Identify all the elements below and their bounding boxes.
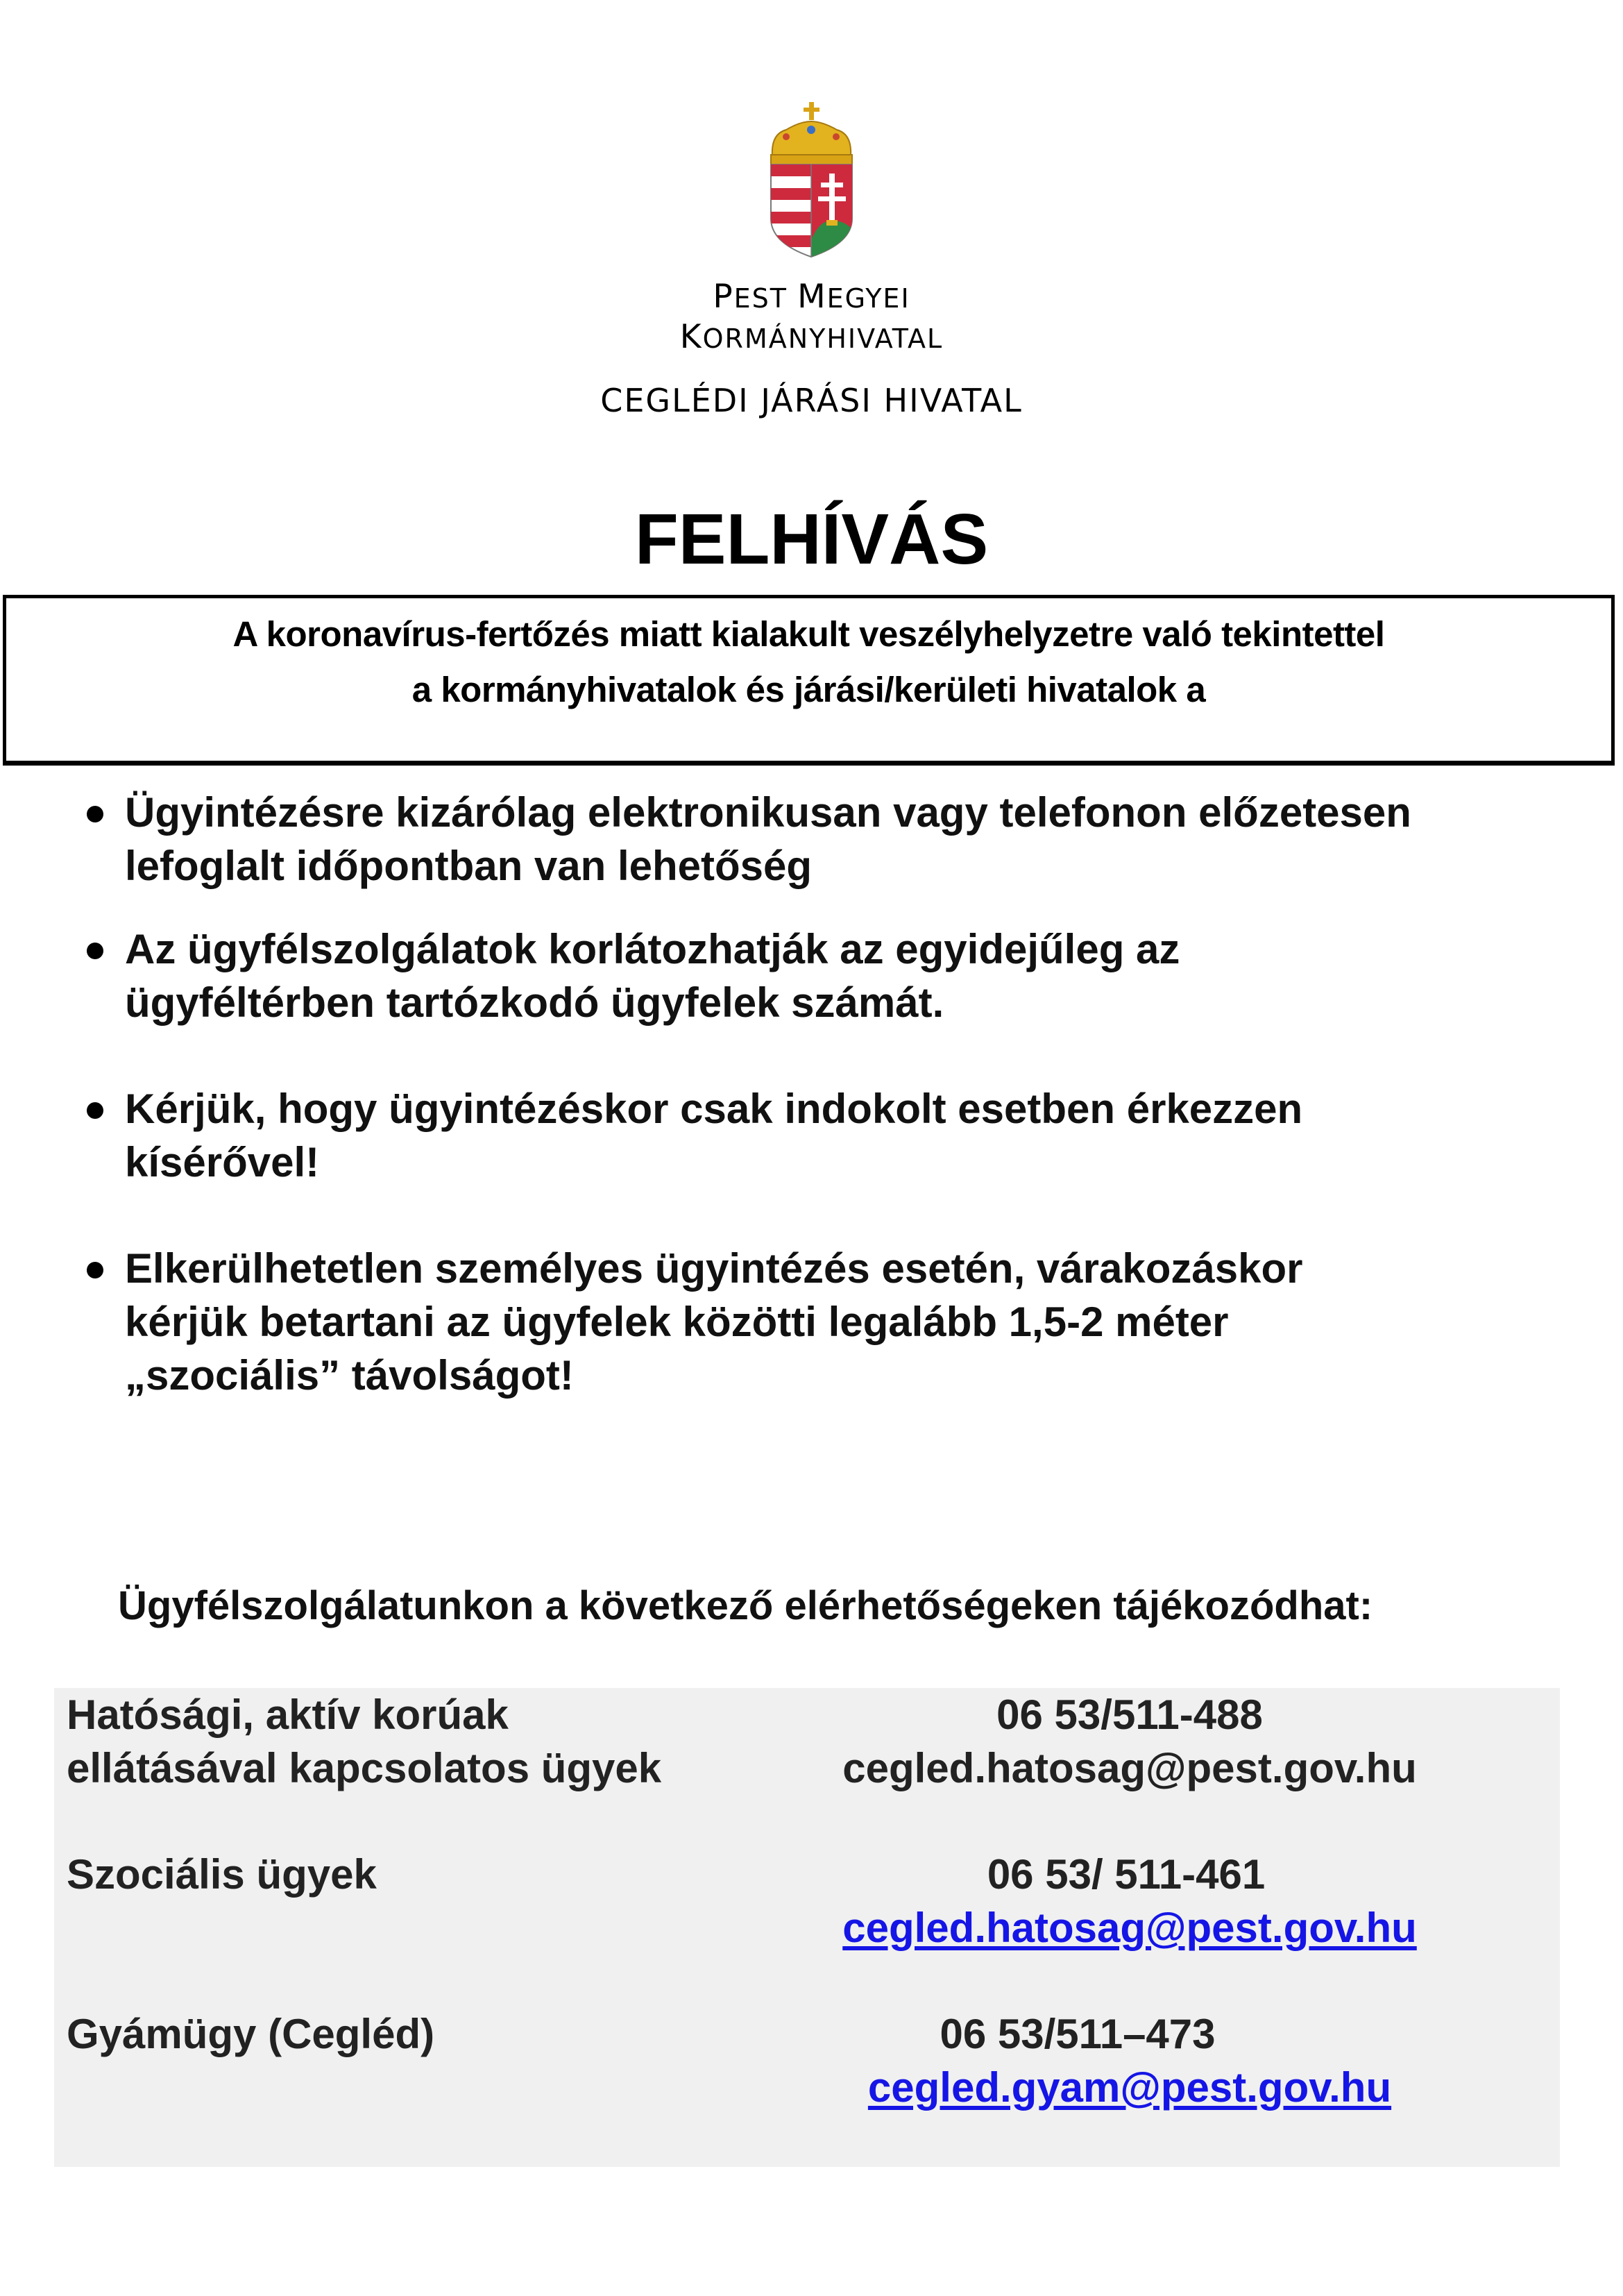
bullet-line: kísérővel! bbox=[125, 1139, 320, 1185]
bullet-text bbox=[125, 786, 1623, 893]
intro-line-1: A koronavírus-fertőzés miatt kialakult veszélyhelyzetre való tekintettel bbox=[232, 614, 1385, 654]
org-name-1-initial: P bbox=[713, 278, 734, 316]
org-name-1-rest-2: EGYEI bbox=[826, 283, 910, 314]
org-name-1-initial-2: M bbox=[797, 278, 827, 316]
bullet-line: ügyféltérben tartózkodó ügyfelek számát. bbox=[125, 979, 944, 1026]
contact-phone: 06 53/511–473 bbox=[940, 2011, 1216, 2057]
bullet-text bbox=[125, 922, 1623, 1029]
contact-phone: 06 53/ 511-461 bbox=[987, 1851, 1266, 1898]
intro-line-2: a kormányhivatalok és járási/kerületi hivatalok a bbox=[411, 670, 1206, 709]
contact-email bbox=[783, 1901, 1477, 1955]
bullet-icon bbox=[87, 1262, 103, 1278]
org-name-2-rest: ORMÁNYHIVATAL bbox=[702, 323, 944, 354]
org-name-line-2 bbox=[0, 318, 1623, 356]
bullet-text bbox=[125, 1082, 1623, 1189]
bullet-line: „szociális” távolságot! bbox=[125, 1352, 574, 1399]
contact-heading bbox=[0, 1582, 1623, 1629]
contacts-panel bbox=[54, 1688, 1560, 2167]
contact-label: Gyámügy (Cegléd) bbox=[67, 2011, 435, 2057]
bullet-icon bbox=[87, 806, 103, 822]
contact-label: ellátásával kapcsolatos ügyek bbox=[67, 1745, 662, 1791]
bullet-line: Elkerülhetetlen személyes ügyintézés esetén, várakozáskor bbox=[125, 1245, 1303, 1292]
bullet-icon bbox=[87, 1102, 103, 1119]
contact-label: Hatósági, aktív korúak bbox=[67, 1691, 509, 1738]
bullet-line: Kérjük, hogy ügyintézéskor csak indokolt esetben érkezzen bbox=[125, 1086, 1303, 1132]
contact-heading-text: Ügyfélszolgálatunkon a következő elérhetőségeken tájékozódhat: bbox=[118, 1583, 1373, 1628]
contact-email: cegled.hatosag@pest.gov.hu bbox=[842, 1745, 1417, 1791]
intro-box bbox=[3, 595, 1615, 766]
coat-of-arms-icon bbox=[765, 101, 858, 260]
bullet-icon bbox=[87, 943, 103, 959]
bullet-line: kérjük betartani az ügyfelek közötti legalább 1,5-2 méter bbox=[125, 1299, 1229, 1345]
org-name-1-rest: EST bbox=[733, 283, 798, 314]
contact-email bbox=[783, 2061, 1477, 2114]
bullet-line: Ügyintézésre kizárólag elektronikusan vagy telefonon előzetesen bbox=[125, 789, 1411, 836]
office-name: CEGLÉDI JÁRÁSI HIVATAL bbox=[600, 382, 1023, 419]
bullet-text bbox=[125, 1242, 1623, 1402]
contact-label: Szociális ügyek bbox=[67, 1851, 377, 1898]
bullet-line: lefoglalt időpontban van lehetőség bbox=[125, 843, 813, 889]
contact-email-link[interactable]: cegled.hatosag@pest.gov.hu bbox=[842, 1905, 1417, 1951]
org-name-2-initial: K bbox=[679, 318, 703, 356]
contact-email-link[interactable]: cegled.gyam@pest.gov.hu bbox=[867, 2064, 1392, 2111]
contact-phone: 06 53/511-488 bbox=[996, 1691, 1263, 1738]
org-name-line-1 bbox=[0, 278, 1623, 316]
document-title: FELHÍVÁS bbox=[634, 499, 989, 579]
bullet-line: Az ügyfélszolgálatok korlátozhatják az egyidejűleg az bbox=[125, 926, 1180, 972]
